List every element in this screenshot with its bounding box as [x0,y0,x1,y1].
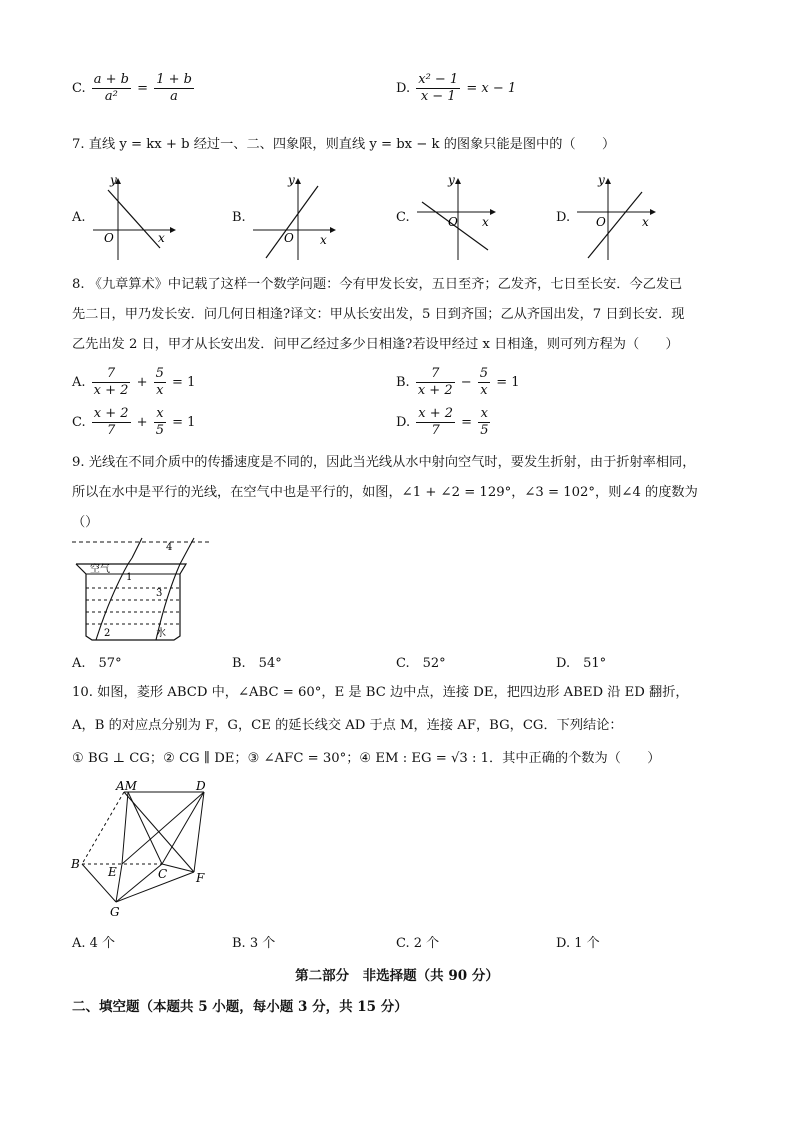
q9-stem: 9. 光线在不同介质中的传播速度是不同的，因此当光线从水中射向空气时，要发生折射，由于折射率相同， 所以在水中是平行的光线，在空气中也是平行的，如图，∠1 + ∠2 = 129°，∠3 = 102°，则∠4 的度数为 （） [72,455,698,530]
q9-option-a: A. 57° [72,656,122,671]
section-fill-in-title: 二、填空题（本题共 5 小题，每小题 3 分，共 15 分） [72,999,408,1015]
q10-option-b: B. 3 个 [232,936,276,951]
q9-angle-3: 3 [156,588,163,599]
q7-d-x-label: x [642,215,649,229]
q10-option-a: A. 4 个 [72,936,116,951]
q9-option-d: D. 51° [556,656,607,671]
q10-label-am: AM [116,780,137,793]
q7-c-origin: O [448,215,458,229]
q8-option-d: D. $\frac{x + 2}{7}$ = $\frac{x}{5}$ [396,406,489,438]
q10-option-d: D. 1 个 [556,936,600,951]
q7-graph-a [88,172,178,262]
q10-label-e: E [108,865,117,879]
q6-option-d: D. $\frac{\text{x² − 1}}{x - 1}$ = x − 1 [396,72,517,104]
q7-b-y-label: y [288,173,295,187]
q7-option-c-label: C. [396,210,410,225]
q10-label-c: C [158,867,168,881]
q7-option-d-label: D. [556,210,571,225]
q7-c-y-label: y [448,173,455,187]
q7-d-origin: O [596,215,606,229]
q9-option-c: C. 52° [396,656,446,671]
q7-graph-d [572,172,662,262]
q6-option-c: C. $\frac{a + b}{\text{a²}}$ = $\frac{1 + b}{a}$ [72,72,192,104]
q8-option-b: B. $\frac{7}{x + 2}$ − $\frac{5}{x}$ = 1 [396,366,520,398]
q9-angle-4: 4 [166,542,173,553]
q7-graph-c [412,172,502,262]
q7-graph-b [248,172,338,262]
q7-b-origin: O [284,231,294,245]
q10-label-f: F [196,871,205,885]
q9-angle-1: 1 [126,572,133,583]
q6-c-left-fraction: $\frac{a + b}{\text{a²}}$ [93,72,129,104]
q7-b-x-label: x [320,233,327,247]
q8-option-a: A. $\frac{7}{x + 2}$ + $\frac{5}{x}$ = 1 [72,366,196,398]
q7-option-b-label: B. [232,210,246,225]
q10-label-d: D [196,780,206,793]
q10-stem: 10. 如图，菱形 ABCD 中，∠ABC = 60°，E 是 BC 边中点，连接 DE，把四边形 ABED 沿 ED 翻折， A，B 的对应点分别为 F，G，CE 的延长线交 AD 于点 M，连接 AF，BG，CG．下列结论： ① BG ⊥ CG；② CG ∥ DE；③ ∠AFC = 30°；④ EM : EG = √3 : 1．其中正确的个数为（ ） [72,685,689,766]
q10-rhombus-figure [68,780,228,920]
q10-option-c: C. 2 个 [396,936,440,951]
q7-a-y-label: y [110,173,117,187]
q7-d-y-label: y [598,173,605,187]
q7-stem: 7. 直线 y = kx + b 经过一、二、四象限，则直线 y = bx − k 的图象只能是图中的（ ） [72,137,616,152]
q7-a-origin: O [104,231,114,245]
q9-water-label: 水 [156,628,166,639]
q7-c-x-label: x [482,215,489,229]
q9-angle-2: 2 [104,628,111,639]
q9-refraction-figure [70,536,220,646]
q7-b-line [266,186,318,258]
q8-option-c: C. $\frac{x + 2}{7}$ + $\frac{x}{5}$ = 1 [72,406,196,438]
q6-c-right-fraction: $\frac{1 + b}{a}$ [156,72,192,104]
part2-title: 第二部分 非选择题（共 90 分） [295,968,499,984]
q9-air-label: 空气 [90,564,110,575]
q8-stem: 8. 《九章算术》中记载了这样一个数学问题：今有甲发长安，五日至齐；乙发齐，七日至长安．今乙发已 先二日，甲乃发长安．问几何日相逢?译文：甲从长安出发，5 日到齐国；乙从齐国出发，7 日到长安．现 乙先出发 2 日，甲才从长安出发．问甲乙经过多少日相逢?若设甲经过 x 日相逢，则可列方程为（ ） [72,277,685,352]
q10-label-b: B [71,857,80,871]
q7-option-a-label: A. [72,210,86,225]
q6-d-fraction: $\frac{\text{x² − 1}}{x - 1}$ [418,72,459,104]
q7-a-line [108,190,160,248]
q10-label-g: G [110,905,120,919]
q7-a-x-label: x [158,231,165,245]
q9-option-b: B. 54° [232,656,282,671]
